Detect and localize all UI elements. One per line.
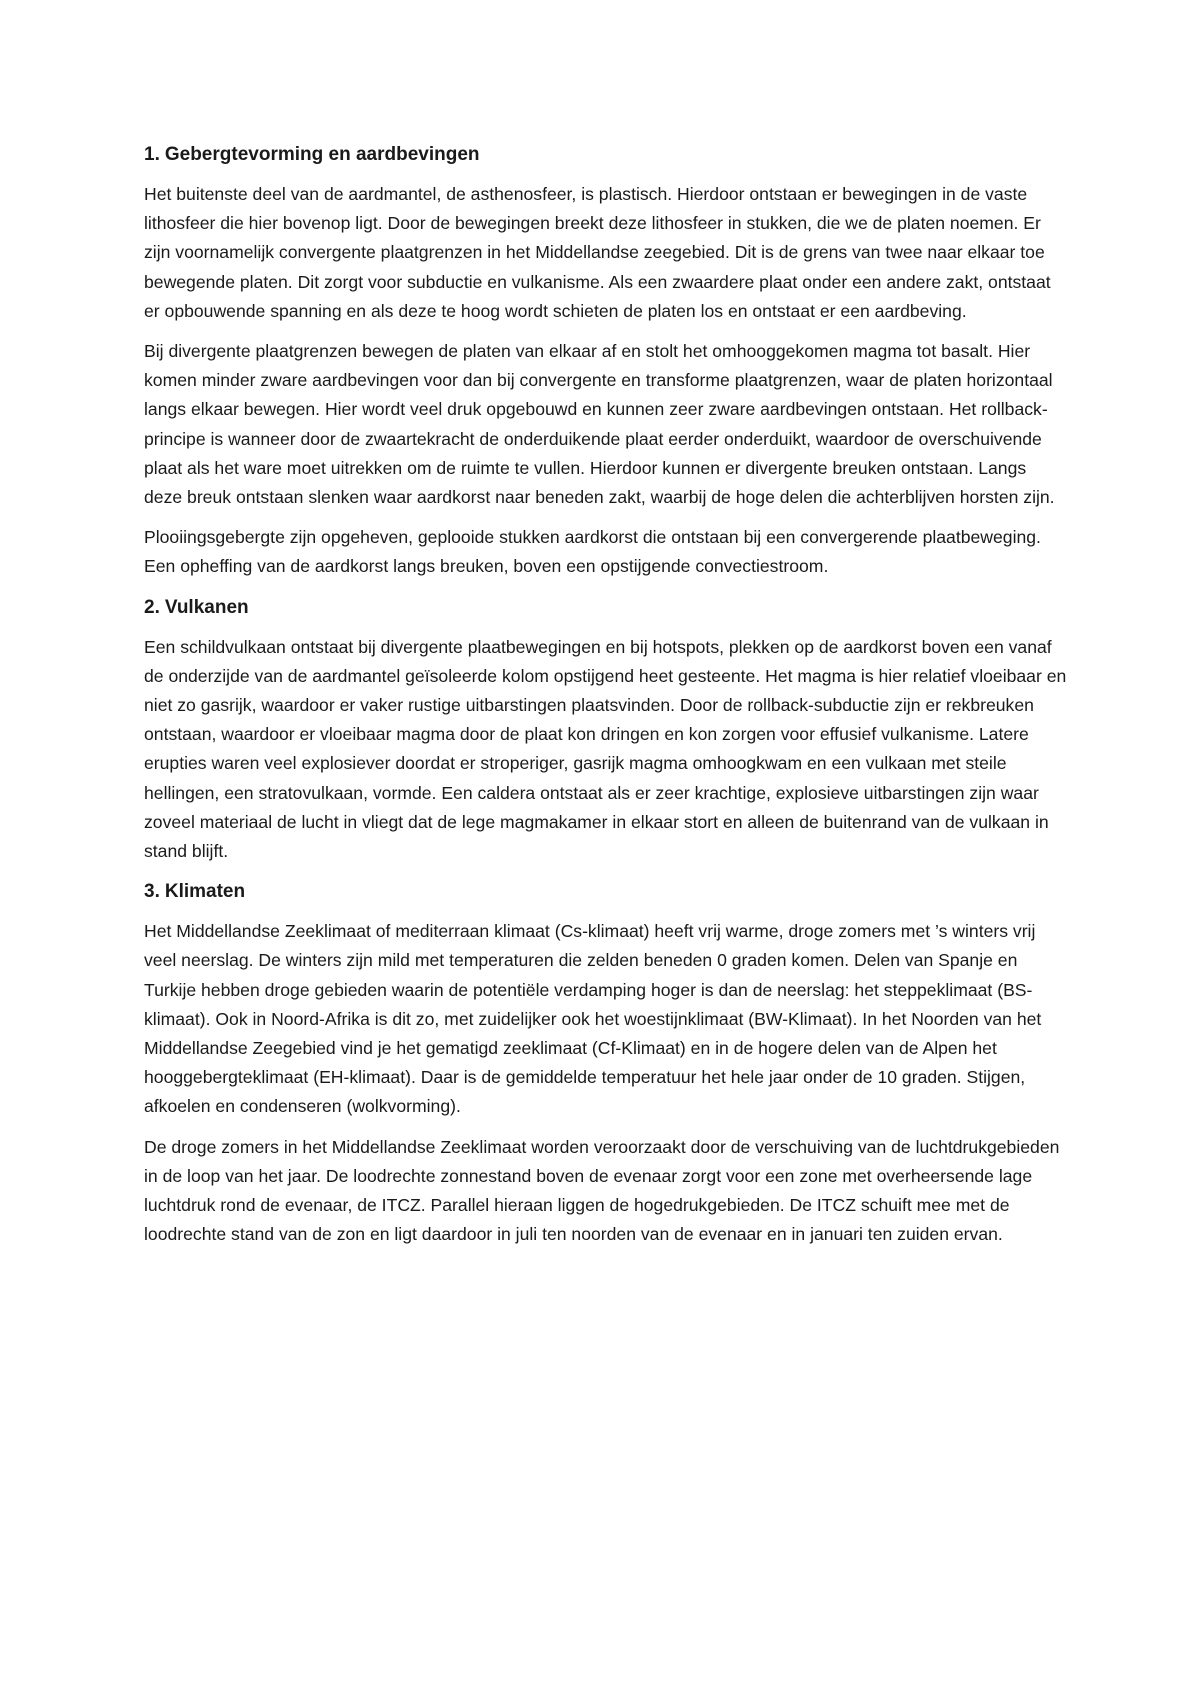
paragraph: Bij divergente plaatgrenzen bewegen de platen van elkaar af en stolt het omhooggekomen magma tot basalt. Hier komen minder zware aardbevingen voor dan bij convergente en transforme plaatgrenzen, waar de platen horizontaal langs elkaar bewegen. Hier wordt veel druk opgebouwd en kunnen zeer zware aardbevingen ontstaan. Het rollback-principe is wanneer door de zwaartekracht de onderduikende plaat eerder onderduikt, waardoor de overschuivende plaat als het ware moet uitrekken om de ruimte te vullen. Hierdoor kunnen er divergente breuken ontstaan. Langs deze breuk ontstaan slenken waar aardkorst naar beneden zakt, waarbij de hoge delen die achterblijven horsten zijn. <box>144 341 1055 508</box>
paragraph: Het buitenste deel van de aardmantel, de asthenosfeer, is plastisch. Hierdoor ontstaan er bewegingen in de vaste lithosfeer die hier bovenop ligt. Door de bewegingen breekt deze lithosfeer in stukken, die we de platen noemen. Er zijn voornamelijk convergente plaatgrenzen in het Middellandse zeegebied. Dit is de grens van twee naar elkaar toe bewegende platen. Dit zorgt voor subductie en vulkanisme. Als een zwaardere plaat onder een andere zakt, ontstaat er opbouwende spanning en als deze te hoog wordt schieten de platen los en ontstaat er een aardbeving. <box>144 184 1051 321</box>
section-vulkanen <box>144 593 1069 867</box>
section-title: Klimaten <box>164 881 246 903</box>
paragraph: Plooiingsgebergte zijn opgeheven, geplooide stukken aardkorst die ontstaan bij een convergerende plaatbeweging. Een opheffing van de aardkorst langs breuken, boven een opstijgende convectiestroom. <box>144 527 1041 577</box>
section-title: Vulkanen <box>164 596 249 618</box>
section-heading <box>144 140 1069 170</box>
section-number: 3. <box>144 881 160 903</box>
section-heading <box>144 593 1069 623</box>
section-title: Gebergtevorming en aardbevingen <box>164 144 480 165</box>
section-number: 1. <box>144 144 160 165</box>
section-gebergtevorming <box>144 140 1069 582</box>
paragraph: Een schildvulkaan ontstaat bij divergente plaatbewegingen en bij hotspots, plekken op de aardkorst boven een vanaf de onderzijde van de aardmantel geïsoleerde kolom opstijgend heet gesteente. Het magma is hier relatief vloeibaar en niet zo gasrijk, waardoor er vaker rustige uitbarstingen plaatsvinden. Door de rollback-subductie zijn er rekbreuken ontstaan, waardoor er vloeibaar magma door de plaat kon dringen en kon zorgen voor effusief vulkanisme. Latere erupties waren veel explosiever doordat er stroperiger, gasrijk magma omhoogkwam en een vulkaan met steile hellingen, een stratovulkaan, vormde. Een caldera ontstaat als er zeer krachtige, explosieve uitbarstingen zijn waar zoveel materiaal de lucht in vliegt dat de lege magmakamer in elkaar stort en alleen de buitenrand van de vulkaan in stand blijft. <box>144 636 1067 862</box>
paragraph: Het Middellandse Zeeklimaat of mediterraan klimaat (Cs-klimaat) heeft vrij warme, droge zomers met ’s winters vrij veel neerslag. De winters zijn mild met temperaturen die zelden beneden 0 graden komen. Delen van Spanje en Turkije hebben droge gebieden waarin de potentiële verdamping hoger is dan de neerslag: het steppeklimaat (BS-klimaat). Ook in Noord-Afrika is dit zo, met zuidelijker ook het woestijnklimaat (BW-Klimaat). In het Noorden van het Middellandse Zeegebied vind je het gematigd zeeklimaat (Cf-Klimaat) en in de hogere delen van de Alpen het hooggebergteklimaat (EH-klimaat). Daar is de gemiddelde temperatuur het hele jaar onder de 10 graden. Stijgen, afkoelen en condenseren (wolkvorming). <box>144 921 1042 1117</box>
section-number: 2. <box>144 596 160 618</box>
section-klimaten <box>144 877 1069 1249</box>
document-page <box>144 140 1069 1261</box>
section-heading <box>144 877 1069 907</box>
paragraph: De droge zomers in het Middellandse Zeeklimaat worden veroorzaakt door de verschuiving van de luchtdrukgebieden in de loop van het jaar. De loodrechte zonnestand boven de evenaar zorgt voor een zone met overheersende lage luchtdruk rond de evenaar, de ITCZ. Parallel hieraan liggen de hogedrukgebieden. De ITCZ schuift mee met de loodrechte stand van de zon en ligt daardoor in juli ten noorden van de evenaar en in januari ten zuiden ervan. <box>144 1136 1060 1245</box>
